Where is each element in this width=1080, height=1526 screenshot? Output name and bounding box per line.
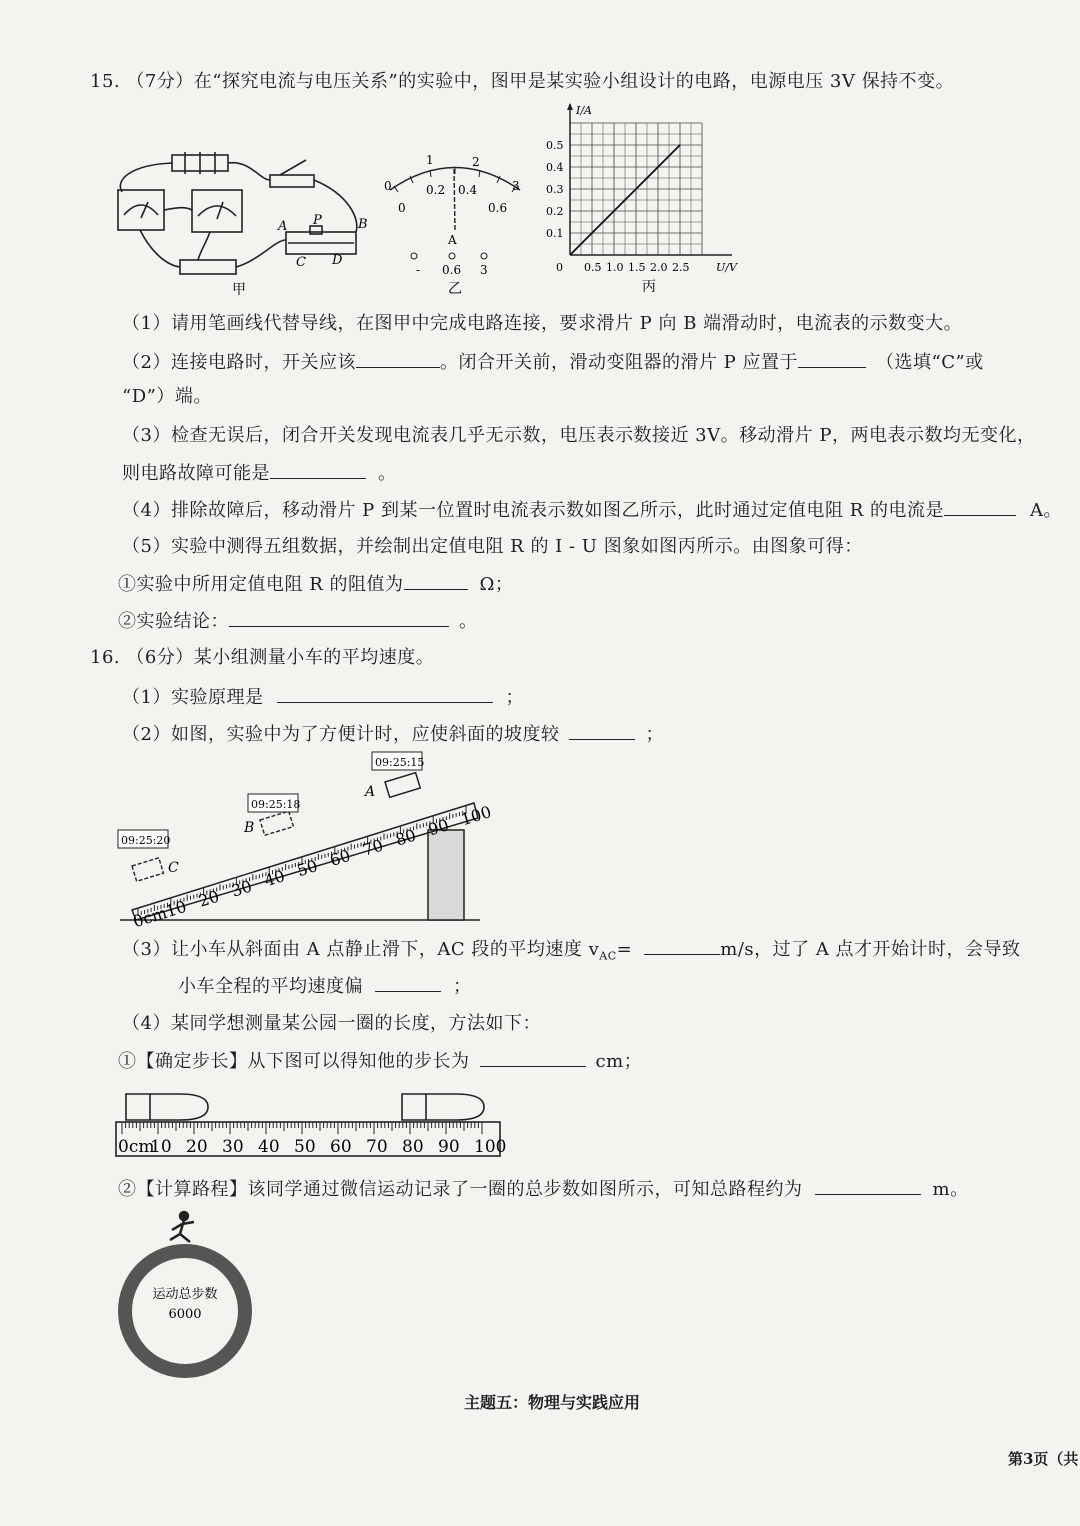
ramp-tick-label: 70 <box>360 835 386 860</box>
ruler-tick-label: 60 <box>330 1137 352 1157</box>
answer-blank-principle[interactable] <box>277 684 493 703</box>
ruler-tick-label: 30 <box>222 1137 244 1157</box>
terminal-neg: - <box>416 263 421 277</box>
q15-part5: （5）实验中测得五组数据，并绘制出定值电阻 R 的 I - U 图象如图丙所示。由图象可得： <box>122 536 863 557</box>
ramp-tick-label: 30 <box>229 876 255 901</box>
answer-blank-current[interactable] <box>944 497 1016 516</box>
inclined-plane-figure <box>110 748 494 932</box>
q16-step1: ①【确定步长】从下图可以得知他的步长为 cm； <box>118 1048 642 1074</box>
x-tick-label: 2.5 <box>672 261 690 274</box>
y-axis-label: I/A <box>576 104 592 117</box>
q15-part2-line1: （2）连接电路时，开关应该 。闭合开关前，滑动变阻器的滑片 P 应置于 （选填“C”或 <box>122 349 984 375</box>
ruler-tick-label: 0cm <box>118 1137 155 1157</box>
ruler-tick-label: 100 <box>474 1137 507 1157</box>
answer-blank-slope[interactable] <box>569 721 635 740</box>
label-C: C <box>296 255 306 270</box>
answer-blank-conclusion[interactable] <box>229 608 449 627</box>
answer-blank-resistance[interactable] <box>404 571 468 590</box>
y-tick-label: 0.1 <box>546 227 564 240</box>
q16-step2: ②【计算路程】该同学通过微信运动记录了一圈的总步数如图所示，可知总路程约为 m。 <box>118 1176 969 1202</box>
support-block <box>428 830 464 920</box>
ramp-tick-label: 90 <box>426 815 452 840</box>
page-number: 第3页（共 <box>1008 1450 1079 1468</box>
q16-header: 16. （6分）某小组测量小车的平均速度。 <box>90 647 435 668</box>
q15-part5-1: ①实验中所用定值电阻 R 的阻值为 Ω； <box>118 571 513 597</box>
x-tick-label: 2.0 <box>650 261 668 274</box>
ammeter-needle <box>454 168 455 230</box>
y-tick-label: 0.4 <box>546 161 564 174</box>
dial-top-0: 0 <box>384 179 392 193</box>
q15-part3-line2: 则电路故障可能是 。 <box>122 460 397 486</box>
ruler-tick-label: 70 <box>366 1137 388 1157</box>
ramp-tick-label: 40 <box>262 866 288 891</box>
q15-part2-line2: “D”）端。 <box>122 386 212 407</box>
iu-graph-bing <box>540 100 760 300</box>
timer-A-text: 09:25:15 <box>375 756 425 769</box>
footprint-left <box>126 1094 208 1120</box>
terminal-0-6: 0.6 <box>442 263 462 277</box>
voltmeter <box>192 190 242 232</box>
label-A: A <box>365 784 376 800</box>
switch <box>270 175 314 187</box>
ruler-tick-label: 90 <box>438 1137 460 1157</box>
ruler-tick-label: 10 <box>150 1137 172 1157</box>
answer-blank-vac[interactable] <box>644 936 720 955</box>
dial-bottom-0: 0 <box>398 201 406 215</box>
cart-C <box>132 858 163 881</box>
answer-blank-total-distance[interactable] <box>815 1176 921 1195</box>
y-axis-arrow <box>567 103 573 110</box>
answer-blank-slider-end[interactable] <box>798 349 866 368</box>
q15-header: 15. （7分）在“探究电流与电压关系”的实验中，图甲是某实验小组设计的电路，电源电压 3V 保持不变。 <box>90 71 955 92</box>
circuit-figure-jia <box>110 140 380 300</box>
x-tick-label: 1.0 <box>606 261 624 274</box>
label-P: P <box>313 213 322 228</box>
cart-A <box>385 773 420 798</box>
dial-top-1: 1 <box>426 153 434 167</box>
answer-blank-step-length[interactable] <box>480 1048 586 1067</box>
dial-bottom-1: 0.2 <box>426 183 446 197</box>
ramp-tick-label: 80 <box>393 825 419 850</box>
dial-bottom-2: 0.4 <box>458 183 478 197</box>
q15-part5-2: ②实验结论： 。 <box>118 608 478 634</box>
label-B: B <box>358 217 368 232</box>
cart-B <box>260 811 293 835</box>
q16-part2: （2）如图，实验中为了方便计时，应使斜面的坡度较 ； <box>122 721 664 747</box>
q15-part3-line1: （3）检查无误后，闭合开关发现电流表几乎无示数，电压表示数接近 3V。移动滑片 P，两电表示数均无变化， <box>122 425 1036 446</box>
answer-blank-bias[interactable] <box>375 973 441 992</box>
q15-part1: （1）请用笔画线代替导线，在图甲中完成电路连接，要求滑片 P 向 B 端滑动时，电流表的示数变大。 <box>122 313 963 334</box>
label-B: B <box>244 820 255 836</box>
label-A: A <box>278 219 288 234</box>
x-tick-label: 0.5 <box>584 261 602 274</box>
x-axis-label: U/V <box>716 261 737 274</box>
caption-yi: 乙 <box>448 281 462 297</box>
runner-icon <box>170 1212 194 1242</box>
timer-B-text: 09:25:18 <box>251 798 301 811</box>
section-theme-title: 主题五：物理与实践应用 <box>464 1393 641 1412</box>
label-C: C <box>168 860 179 876</box>
ammeter-dial-yi <box>380 150 530 298</box>
ruler-tick-label: 20 <box>186 1137 208 1157</box>
ammeter <box>118 190 164 230</box>
steps-value: 6000 <box>168 1307 202 1322</box>
answer-blank-fault[interactable] <box>270 460 366 479</box>
ruler-tick-label: 80 <box>402 1137 424 1157</box>
ramp-tick-label: 100 <box>458 802 494 830</box>
terminal-3: 3 <box>480 263 488 277</box>
timer-C-text: 09:25:20 <box>121 834 171 847</box>
dial-unit: A <box>448 233 457 247</box>
answer-blank-switch[interactable] <box>356 349 440 368</box>
y-tick-label: 0.2 <box>546 205 564 218</box>
caption-bing: 丙 <box>642 279 656 295</box>
ramp-tick-label: 60 <box>327 845 353 870</box>
dial-bottom-3: 0.6 <box>488 201 508 215</box>
steps-label: 运动总步数 <box>152 1287 218 1302</box>
q16-part1: （1）实验原理是 ； <box>122 684 524 710</box>
ramp-tick-label: 50 <box>294 856 320 881</box>
dial-top-2: 2 <box>472 155 480 169</box>
ramp-tick-label: 0cm <box>130 902 170 932</box>
q16-part3-line1: （3）让小车从斜面由 A 点静止滑下，AC 段的平均速度 $v_{AC}= m/s$，过了 A 点才开始计时，会导致 <box>122 936 1021 969</box>
x-tick-label: 1.5 <box>628 261 646 274</box>
label-D: D <box>332 253 343 268</box>
step-ruler-figure <box>110 1082 510 1164</box>
footprint-right <box>402 1094 484 1120</box>
step-counter-ring <box>110 1208 260 1388</box>
ramp-tick-label: 20 <box>196 886 222 911</box>
dial-top-3: 3 <box>512 179 520 193</box>
ramp-tick-label: 10 <box>163 896 189 921</box>
origin-label: 0 <box>556 261 563 274</box>
q16-part4: （4）某同学想测量某公园一圈的长度，方法如下： <box>122 1013 541 1034</box>
fixed-resistor <box>180 260 236 274</box>
q16-part3-line2: 小车全程的平均速度偏 ； <box>178 973 472 999</box>
caption-jia: 甲 <box>232 282 246 298</box>
ruler-tick-label: 40 <box>258 1137 280 1157</box>
y-tick-label: 0.3 <box>546 183 564 196</box>
q15-part4: （4）排除故障后，移动滑片 P 到某一位置时电流表示数如图乙所示，此时通过定值电阻 R 的电流是 A。 <box>122 497 1062 523</box>
y-tick-label: 0.5 <box>546 139 564 152</box>
ruler-tick-label: 50 <box>294 1137 316 1157</box>
